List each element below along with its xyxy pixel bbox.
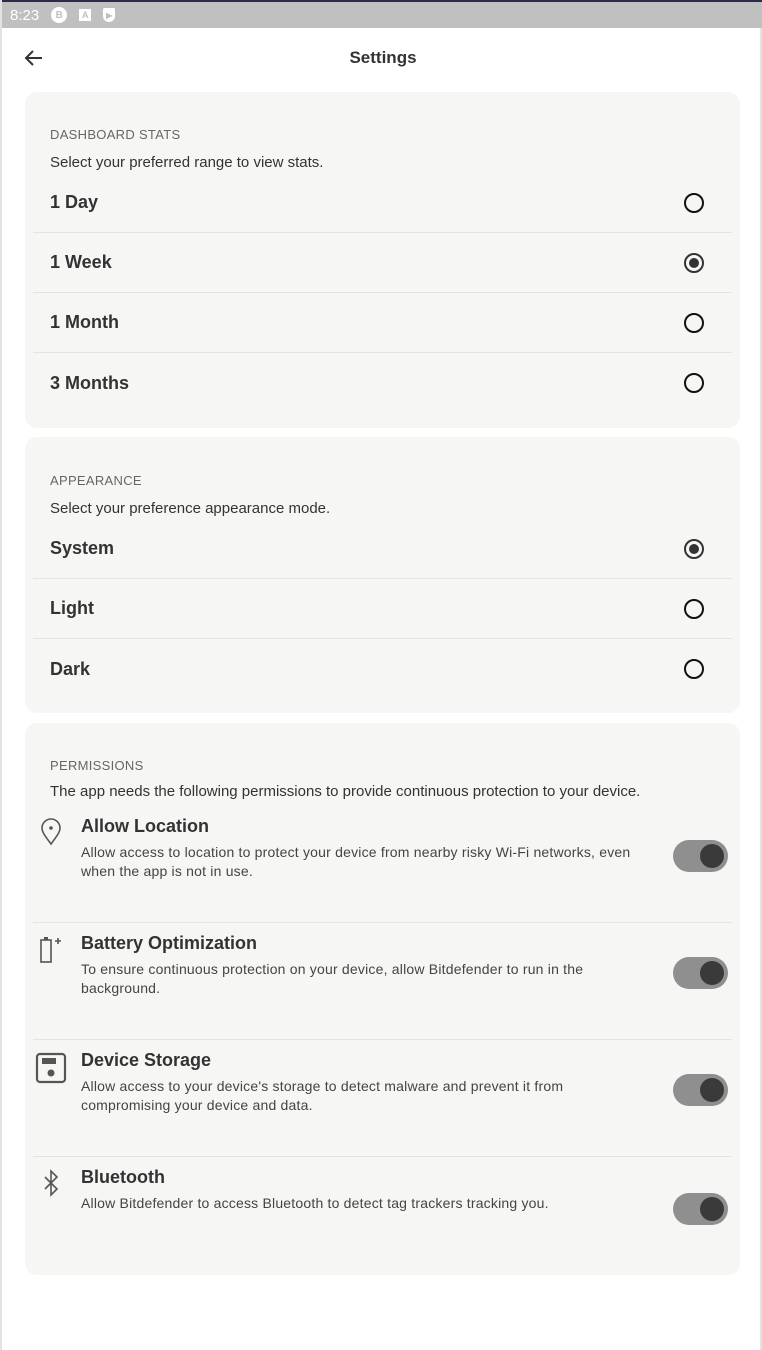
- permission-device-storage: [33, 1040, 732, 1157]
- option-label: 1 Month: [50, 312, 119, 332]
- arrow-left-icon[interactable]: [22, 46, 46, 70]
- option-system[interactable]: [33, 519, 732, 579]
- option-1-month[interactable]: [33, 293, 732, 353]
- location-pin-icon: [35, 818, 67, 846]
- permission-description: Allow Bitdefender to access Bluetooth to detect tag trackers tracking you.: [81, 1195, 549, 1211]
- section-description: The app needs the following permissions to provide continuous protection to your device.: [50, 783, 641, 800]
- option-dark[interactable]: [33, 639, 732, 699]
- radio-button[interactable]: [684, 659, 704, 679]
- option-1-day[interactable]: [33, 173, 732, 233]
- section-description: Select your preference appearance mode.: [50, 500, 331, 517]
- radio-button[interactable]: [684, 253, 704, 273]
- appearance-card: [25, 437, 740, 713]
- bitdefender-b-icon: B: [51, 7, 67, 23]
- permissions-card: [25, 723, 740, 1275]
- dashboard-stats-card: [25, 92, 740, 428]
- battery-icon: [35, 935, 67, 965]
- bluetooth-icon: [35, 1169, 67, 1197]
- option-label: 1 Week: [50, 252, 112, 272]
- option-label: 3 Months: [50, 372, 129, 393]
- page-title: Settings: [349, 48, 417, 67]
- permission-bluetooth: [33, 1157, 732, 1274]
- section-description: Select your preferred range to view stats.: [50, 154, 324, 171]
- permission-title: Allow Location: [81, 816, 209, 836]
- radio-button[interactable]: [684, 373, 704, 393]
- shield-play-icon: ▶: [103, 8, 115, 22]
- app-header: [2, 28, 762, 88]
- option-1-week[interactable]: [33, 233, 732, 293]
- permission-toggle[interactable]: [673, 957, 728, 989]
- option-3-months[interactable]: [33, 353, 732, 413]
- section-heading: APPEARANCE: [50, 473, 142, 488]
- radio-button[interactable]: [684, 193, 704, 213]
- permission-toggle[interactable]: [673, 1193, 728, 1225]
- option-label: Light: [50, 598, 94, 618]
- storage-icon: [35, 1052, 67, 1084]
- option-label: System: [50, 538, 115, 558]
- permission-battery-optimization: [33, 923, 732, 1040]
- permission-toggle[interactable]: [673, 1074, 728, 1106]
- status-bar: [2, 0, 762, 28]
- permission-allow-location: [33, 806, 732, 923]
- radio-button[interactable]: [684, 599, 704, 619]
- permission-description: Allow access to your device's storage to detect malware and prevent it from compromising your device and data.: [81, 1078, 564, 1113]
- option-light[interactable]: [33, 579, 732, 639]
- radio-button[interactable]: [684, 313, 704, 333]
- radio-button[interactable]: [684, 539, 704, 559]
- permission-description: Allow access to location to protect your device from nearby risky Wi-Fi networks, even when the app is not in use.: [81, 844, 631, 879]
- permission-toggle[interactable]: [673, 840, 728, 872]
- section-heading: DASHBOARD STATS: [50, 127, 181, 142]
- status-time: 8:23: [10, 6, 40, 24]
- option-label: Dark: [50, 658, 91, 679]
- permission-title: Bluetooth: [81, 1167, 165, 1187]
- section-heading: PERMISSIONS: [50, 758, 144, 773]
- permission-title: Device Storage: [81, 1050, 212, 1070]
- a-icon: A: [79, 9, 91, 21]
- permission-title: Battery Optimization: [81, 933, 258, 953]
- permission-description: To ensure continuous protection on your device, allow Bitdefender to run in the background.: [81, 961, 584, 996]
- option-label: 1 Day: [50, 192, 99, 212]
